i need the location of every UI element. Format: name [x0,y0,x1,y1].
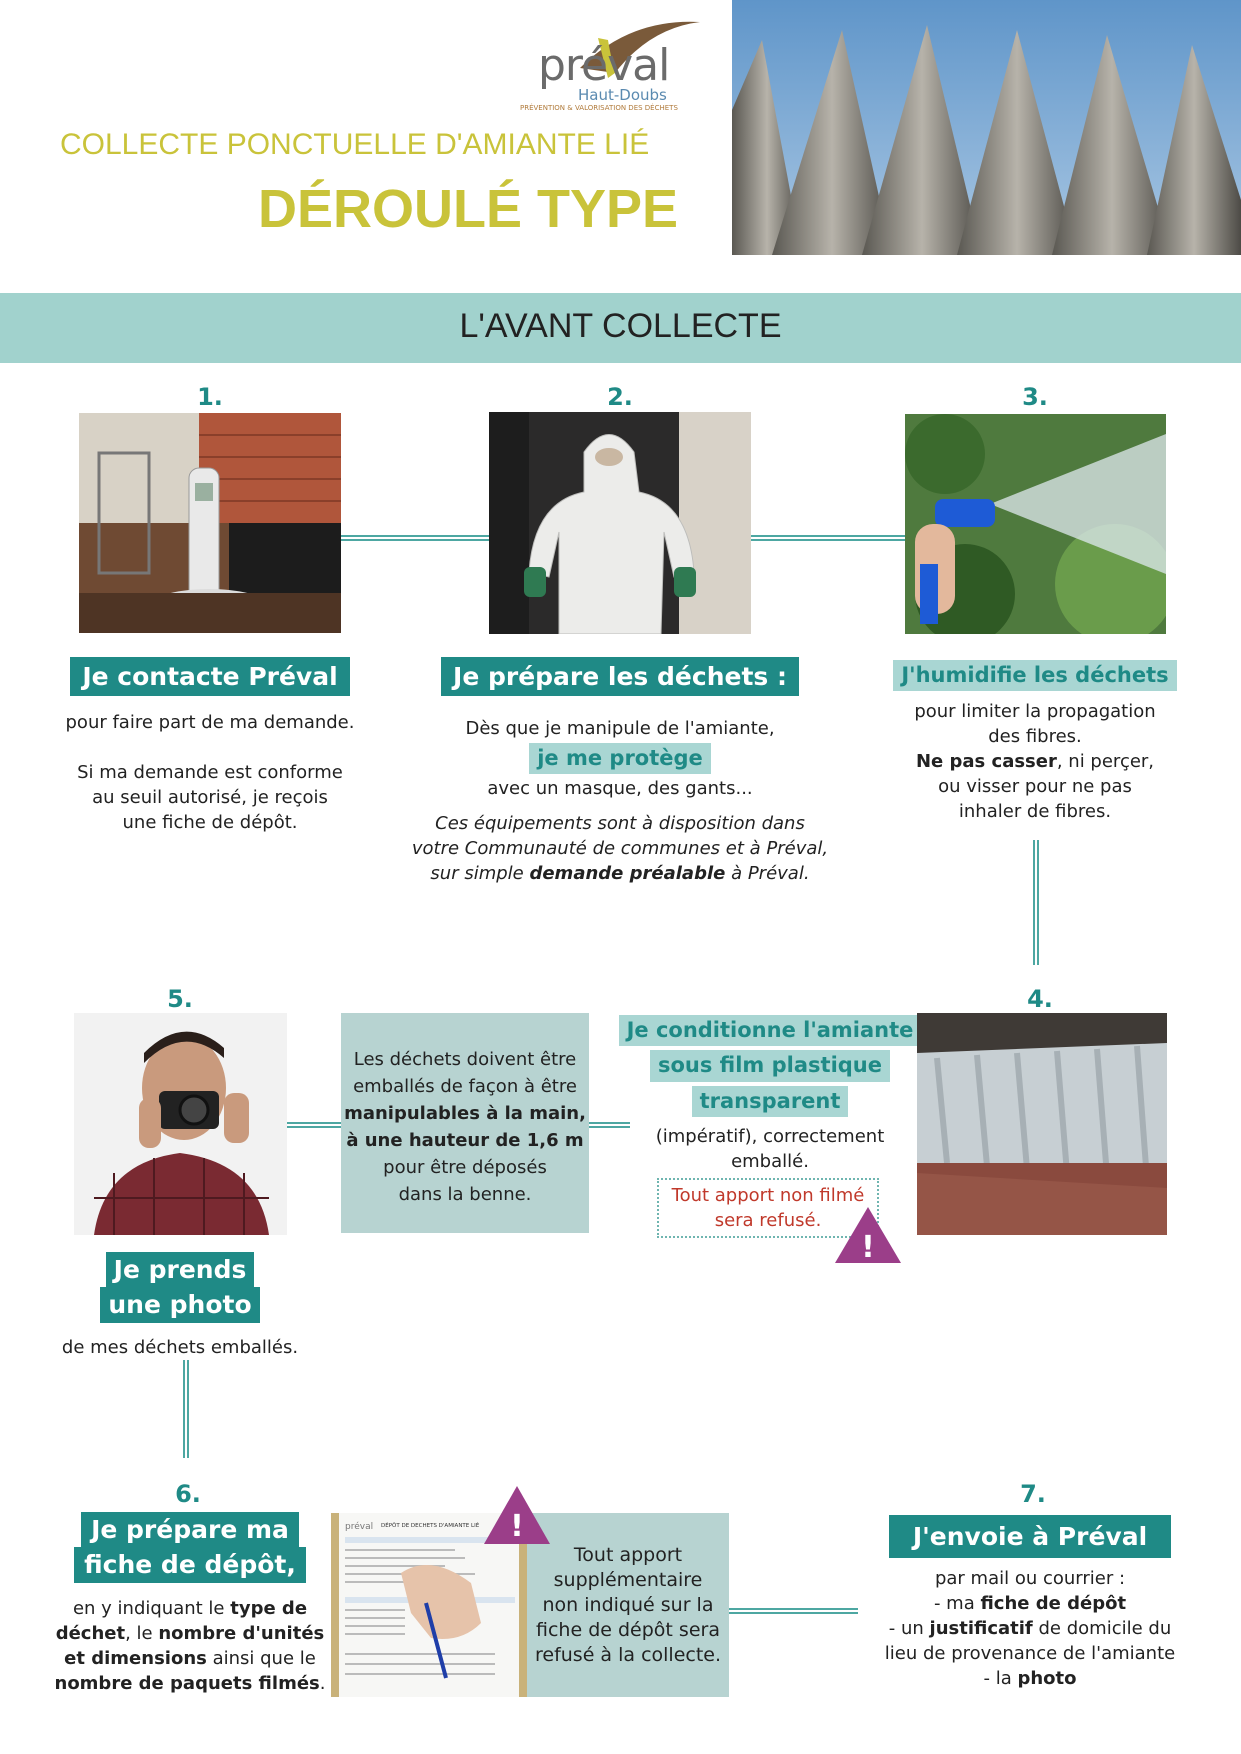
svg-text:!: ! [861,1230,875,1265]
step-2-text: Dès que je manipule de l'amiante, je me protège avec un masque, des gants... Ces équipements sont à disposition dans votre Communauté de communes et à Préval, sur simple demande préalable à Préval. [411,718,829,885]
logo-subtitle: Haut-Doubs [578,86,667,104]
step-5-text: de mes déchets emballés. [61,1337,299,1358]
photographer-photo [74,1013,287,1235]
step-3-number: 3. [1022,383,1048,411]
asbestos-roof-photo [732,0,1241,255]
step-6-text: en y indiquant le type de déchet, le nombre d'unités et dimensions ainsi que le nombre de paquets filmés. [54,1598,326,1694]
form-logo: préval [345,1522,374,1532]
step-1-text: pour faire part de ma demande. Si ma demande est conforme au seuil autorisé, je reçois une fiche de dépôt. [65,712,355,833]
form-title: DÉPÔT DE DECHETS D'AMIANTE LIÉ [381,1523,480,1529]
warning-triangle-icon [482,1484,552,1546]
connector-5-box [286,1122,342,1128]
page-title-line1: COLLECTE PONCTUELLE D'AMIANTE LIÉ [60,128,650,161]
supplementary-warning-box: Tout apport supplémentaire non indiqué sur la fiche de dépôt sera refusé à la collecte. [527,1513,729,1697]
step-3-label: J'humidifie les déchets [893,660,1176,691]
protective-suit-photo [489,412,751,634]
step-2-number: 2. [607,383,633,411]
step-2-label: Je prépare les déchets : [441,657,799,696]
step-1-number: 1. [197,383,223,411]
refusal-warning-box: Tout apport non filmé sera refusé. [657,1178,879,1238]
connector-1-2 [340,535,490,541]
step-4-number: 4. [1027,985,1053,1013]
connector-6-7 [728,1608,858,1614]
step-5-label: Je prends une photo [0,1252,360,1323]
connector-box-4 [588,1122,630,1128]
telephone-photo [79,413,341,633]
step-2-highlight: je me protège [529,743,711,774]
step-3-text: pour limiter la propagation des fibres. Ne pas casser, ni perçer, ou visser pour ne pas inhaler de fibres. [914,701,1156,822]
step-6-number: 6. [175,1480,201,1508]
logo-text: préval [538,40,670,91]
logo [520,18,710,118]
step-4-text: (impératif), correctement emballé. [655,1126,885,1172]
section-band [0,293,1241,363]
logo-tagline: PRÉVENTION & VALORISATION DES DÉCHETS [520,104,678,112]
step-5-number: 5. [167,985,193,1013]
step-6-label: Je prépare ma fiche de dépôt, [0,1512,380,1583]
wrapped-sheets-photo [917,1013,1167,1235]
step-7-number: 7. [1020,1480,1046,1508]
connector-3-4 [1033,840,1039,965]
warning-triangle-icon [833,1205,903,1265]
connector-2-3 [750,535,905,541]
svg-text:!: ! [510,1509,524,1544]
water-spray-photo [905,414,1166,634]
packaging-info-box: Les déchets doivent être emballés de façon à être manipulables à la main, à une hauteur de 1,6 m pour être déposés dans la benne. [341,1013,589,1233]
step-4-label: Je conditionne l'amiante sous film plastique transparent [615,1015,925,1117]
step-7-label: J'envoie à Préval [889,1515,1171,1558]
page-title-line2: DÉROULÉ TYPE [258,179,679,239]
step-1-label: Je contacte Préval [70,657,349,696]
step-7-text: par mail ou courrier : - ma fiche de dépôt - un justificatif de domicile du lieu de provenance de l'amiante - la photo [884,1568,1176,1689]
section-title: L'AVANT COLLECTE [459,307,782,345]
connector-5-6 [183,1360,189,1458]
